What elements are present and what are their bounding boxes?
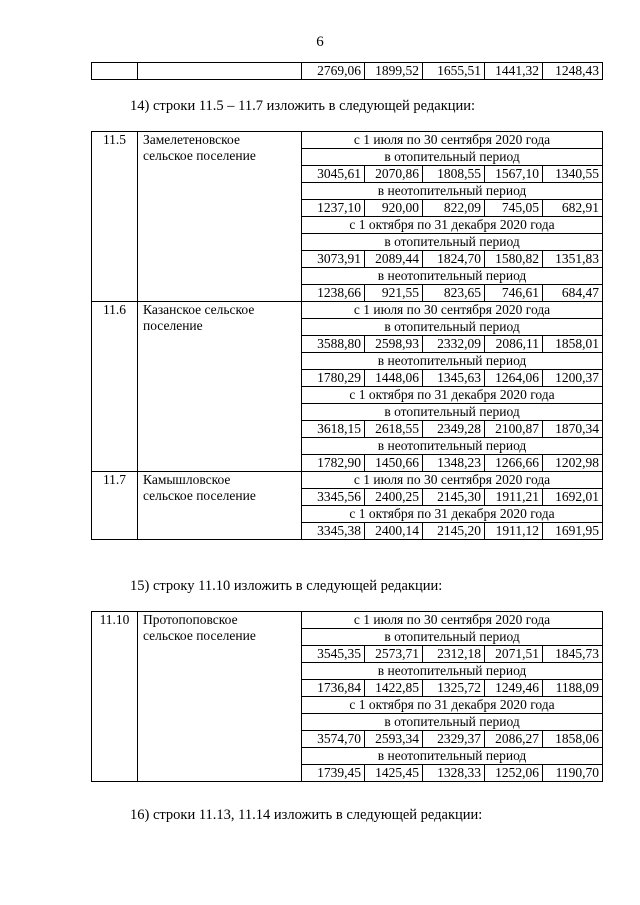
period-summer: с 1 июля по 30 сентября 2020 года (302, 132, 603, 149)
value-cell: 2089,44 (365, 251, 423, 268)
value-cell: 1780,29 (302, 370, 365, 387)
value-cell: 2349,28 (423, 421, 485, 438)
period-autumn: с 1 октября по 31 декабря 2020 года (302, 697, 603, 714)
value-cell: 3545,35 (302, 646, 365, 663)
period-autumn: с 1 октября по 31 декабря 2020 года (302, 506, 603, 523)
value-cell: 1190,70 (543, 765, 603, 782)
paragraph-15: 15) строку 11.10 изложить в следующей редакции: (130, 578, 443, 594)
heating-label: в отопительный период (302, 629, 603, 646)
value-cell: 2070,86 (365, 166, 423, 183)
value-cell: 2329,37 (423, 731, 485, 748)
heating-label: в отопительный период (302, 404, 603, 421)
value-cell: 2598,93 (365, 336, 423, 353)
value-cell: 1911,21 (485, 489, 543, 506)
value-cell: 1692,01 (543, 489, 603, 506)
table-row (92, 612, 603, 629)
value-cell: 1348,23 (423, 455, 485, 472)
heating-label: в отопительный период (302, 234, 603, 251)
value-cell: 2145,30 (423, 489, 485, 506)
table-cell (138, 63, 302, 80)
value-cell: 2400,25 (365, 489, 423, 506)
period-summer: с 1 июля по 30 сентября 2020 года (302, 612, 603, 629)
value-cell: 682,91 (543, 200, 603, 217)
value-cell: 1739,45 (302, 765, 365, 782)
table-row (92, 63, 603, 80)
value-cell: 746,61 (485, 285, 543, 302)
value-cell: 2086,27 (485, 731, 543, 748)
period-summer: с 1 июля по 30 сентября 2020 года (302, 472, 603, 489)
name-line: сельское поселение (143, 628, 256, 643)
value-cell: 3574,70 (302, 731, 365, 748)
value-cell: 1911,12 (485, 523, 543, 540)
value-cell: 1325,72 (423, 680, 485, 697)
table-row (92, 472, 603, 489)
value-cell: 1736,84 (302, 680, 365, 697)
value-cell: 1345,63 (423, 370, 485, 387)
value-cell: 1691,95 (543, 523, 603, 540)
period-autumn: с 1 октября по 31 декабря 2020 года (302, 387, 603, 404)
value-cell: 2400,14 (365, 523, 423, 540)
table-row (92, 302, 603, 319)
value-cell: 3345,56 (302, 489, 365, 506)
name-line: поселение (143, 318, 203, 333)
heating-label: в отопительный период (302, 149, 603, 166)
value-cell: 1845,73 (543, 646, 603, 663)
table-row-11-10 (91, 611, 603, 782)
heating-label: в отопительный период (302, 714, 603, 731)
row-code: 11.10 (92, 612, 138, 782)
nonheating-label: в неотопительный период (302, 748, 603, 765)
value-cell: 745,05 (485, 200, 543, 217)
value-cell: 920,00 (365, 200, 423, 217)
value-cell: 1328,33 (423, 765, 485, 782)
row-code: 11.7 (92, 472, 138, 540)
value-cell: 1422,85 (365, 680, 423, 697)
value-cell: 1567,10 (485, 166, 543, 183)
value-cell: 1425,45 (365, 765, 423, 782)
value-cell: 1858,06 (543, 731, 603, 748)
table-cell: 1248,43 (543, 63, 603, 80)
row-name (138, 612, 302, 782)
value-cell: 1858,01 (543, 336, 603, 353)
value-cell: 1580,82 (485, 251, 543, 268)
name-line: сельское поселение (143, 488, 256, 503)
table-cell (92, 63, 138, 80)
value-cell: 2573,71 (365, 646, 423, 663)
row-name (138, 132, 302, 302)
value-cell: 921,55 (365, 285, 423, 302)
value-cell: 1249,46 (485, 680, 543, 697)
value-cell: 1264,06 (485, 370, 543, 387)
value-cell: 2145,20 (423, 523, 485, 540)
value-cell: 1200,37 (543, 370, 603, 387)
value-cell: 3045,61 (302, 166, 365, 183)
nonheating-label: в неотопительный период (302, 663, 603, 680)
value-cell: 1351,83 (543, 251, 603, 268)
value-cell: 1266,66 (485, 455, 543, 472)
name-line: сельское поселение (143, 148, 256, 163)
value-cell: 1202,98 (543, 455, 603, 472)
value-cell: 2618,55 (365, 421, 423, 438)
period-autumn: с 1 октября по 31 декабря 2020 года (302, 217, 603, 234)
value-cell: 1252,06 (485, 765, 543, 782)
name-line: Замелетеновское (143, 132, 240, 147)
nonheating-label: в неотопительный период (302, 268, 603, 285)
name-line: Протопоповское (143, 612, 238, 627)
nonheating-label: в неотопительный период (302, 353, 603, 370)
table-cell: 2769,06 (302, 63, 365, 80)
value-cell: 1448,06 (365, 370, 423, 387)
table-rows-11-5-11-7 (91, 131, 603, 540)
value-cell: 3345,38 (302, 523, 365, 540)
value-cell: 2100,87 (485, 421, 543, 438)
nonheating-label: в неотопительный период (302, 183, 603, 200)
heating-label: в отопительный период (302, 319, 603, 336)
value-cell: 822,09 (423, 200, 485, 217)
paragraph-14: 14) строки 11.5 – 11.7 изложить в следующей редакции: (130, 98, 476, 114)
value-cell: 2086,11 (485, 336, 543, 353)
period-summer: с 1 июля по 30 сентября 2020 года (302, 302, 603, 319)
value-cell: 1237,10 (302, 200, 365, 217)
value-cell: 1238,66 (302, 285, 365, 302)
value-cell: 2593,34 (365, 731, 423, 748)
row-name (138, 302, 302, 472)
value-cell: 684,47 (543, 285, 603, 302)
value-cell: 823,65 (423, 285, 485, 302)
table-cell: 1441,32 (485, 63, 543, 80)
table-cell: 1655,51 (423, 63, 485, 80)
value-cell: 1188,09 (543, 680, 603, 697)
value-cell: 3073,91 (302, 251, 365, 268)
nonheating-label: в неотопительный период (302, 438, 603, 455)
value-cell: 2312,18 (423, 646, 485, 663)
value-cell: 3618,15 (302, 421, 365, 438)
name-line: Камышловское (143, 472, 231, 487)
name-line: Казанское сельское (143, 302, 255, 317)
value-cell: 2332,09 (423, 336, 485, 353)
value-cell: 1450,66 (365, 455, 423, 472)
table-cell: 1899,52 (365, 63, 423, 80)
row-code: 11.6 (92, 302, 138, 472)
value-cell: 2071,51 (485, 646, 543, 663)
table-row (92, 132, 603, 149)
value-cell: 1782,90 (302, 455, 365, 472)
page-number: 6 (316, 34, 324, 50)
row-code: 11.5 (92, 132, 138, 302)
paragraph-16: 16) строки 11.13, 11.14 изложить в следующей редакции: (130, 807, 483, 823)
value-cell: 1808,55 (423, 166, 485, 183)
top-table (91, 62, 603, 80)
value-cell: 1340,55 (543, 166, 603, 183)
value-cell: 1870,34 (543, 421, 603, 438)
row-name (138, 472, 302, 540)
value-cell: 1824,70 (423, 251, 485, 268)
value-cell: 3588,80 (302, 336, 365, 353)
